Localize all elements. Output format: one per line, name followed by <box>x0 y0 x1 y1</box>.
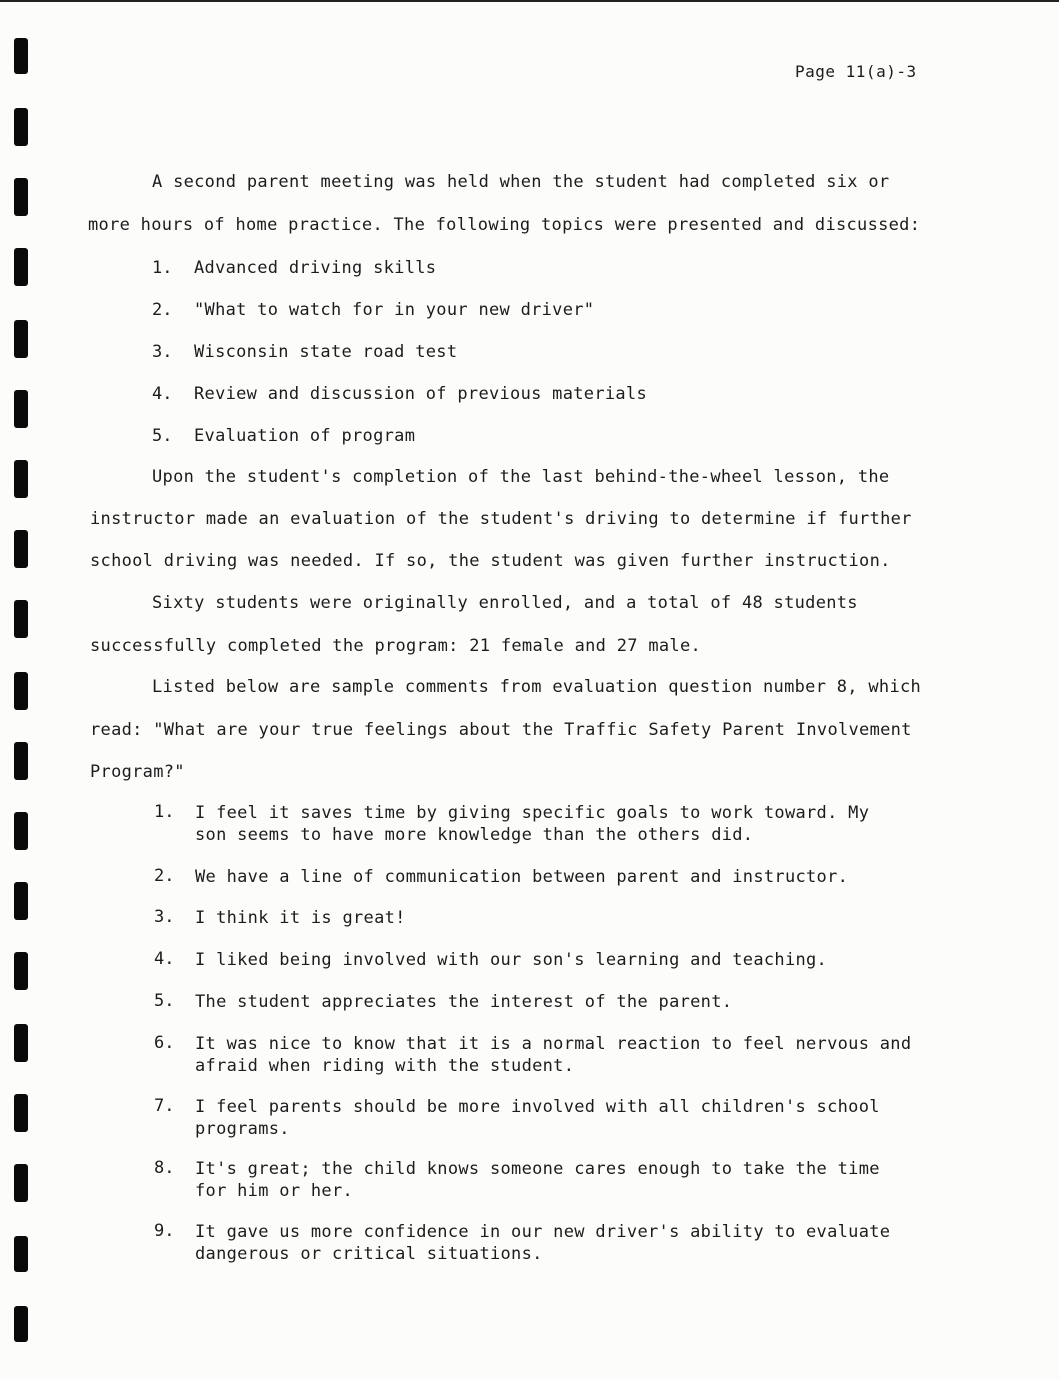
list-item: It's great; the child knows someone cares enough to take the time for him or her. <box>195 1159 880 1201</box>
punch-hole <box>14 390 28 428</box>
list-item-number: 7. <box>154 1096 175 1116</box>
punch-hole <box>14 882 28 920</box>
punch-hole <box>14 530 28 568</box>
list-item: I think it is great! <box>195 908 406 928</box>
punch-hole <box>14 460 28 498</box>
enrollment-line-2: successfully completed the program: 21 female and 27 male. <box>90 636 702 656</box>
list-item-number: 3. <box>152 342 173 362</box>
list-item: Review and discussion of previous materials <box>194 384 647 404</box>
list-item: I feel it saves time by giving specific goals to work toward. My son seems to have more knowledge than the others did. <box>195 803 870 845</box>
list-item-number: 5. <box>152 426 173 446</box>
punch-hole <box>14 248 28 286</box>
list-item: I liked being involved with our son's learning and teaching. <box>195 950 828 970</box>
punch-hole <box>14 1306 28 1342</box>
punch-hole <box>14 178 28 216</box>
punch-hole <box>14 108 28 146</box>
punch-hole <box>14 1094 28 1132</box>
list-item: The student appreciates the interest of the parent. <box>195 992 733 1012</box>
list-item-number: 1. <box>152 258 173 278</box>
punch-hole <box>14 1236 28 1272</box>
list-item-number: 4. <box>154 949 175 969</box>
completion-line-1: Upon the student's completion of the last behind-the-wheel lesson, the <box>152 467 890 487</box>
list-item: I feel parents should be more involved with all children's school programs. <box>195 1097 880 1139</box>
list-item-number: 9. <box>154 1221 175 1241</box>
completion-line-2: instructor made an evaluation of the student's driving to determine if further <box>90 509 912 529</box>
list-item-number: 6. <box>154 1033 175 1053</box>
list-item: It was nice to know that it is a normal reaction to feel nervous and afraid when riding with the student. <box>195 1034 912 1076</box>
list-item-number: 8. <box>154 1158 175 1178</box>
page-top-border <box>0 0 1059 2</box>
comments-intro-line-1: Listed below are sample comments from evaluation question number 8, which <box>152 677 922 697</box>
list-item: We have a line of communication between parent and instructor. <box>195 867 849 887</box>
punch-hole <box>14 1164 28 1202</box>
punch-hole <box>14 742 28 780</box>
punch-hole <box>14 1024 28 1062</box>
list-item-number: 3. <box>154 907 175 927</box>
punch-hole <box>14 320 28 358</box>
list-item: Wisconsin state road test <box>194 342 458 362</box>
list-item-number: 5. <box>154 991 175 1011</box>
list-item-number: 2. <box>152 300 173 320</box>
comments-intro-line-2: read: "What are your true feelings about the Traffic Safety Parent Involvement <box>90 720 912 740</box>
page-number: Page 11(a)-3 <box>795 62 917 81</box>
comments-intro-line-3: Program?" <box>90 762 185 782</box>
enrollment-line-1: Sixty students were originally enrolled, and a total of 48 students <box>152 593 858 613</box>
intro-line-1: A second parent meeting was held when the student had completed six or <box>152 172 890 192</box>
list-item: Advanced driving skills <box>194 258 437 278</box>
list-item: Evaluation of program <box>194 426 416 446</box>
punch-hole <box>14 812 28 850</box>
list-item: "What to watch for in your new driver" <box>194 300 595 320</box>
list-item-number: 2. <box>154 866 175 886</box>
list-item: It gave us more confidence in our new driver's ability to evaluate dangerous or critical situations. <box>195 1222 891 1264</box>
list-item-number: 1. <box>154 802 175 822</box>
punch-hole <box>14 600 28 638</box>
list-item-number: 4. <box>152 384 173 404</box>
completion-line-3: school driving was needed. If so, the student was given further instruction. <box>90 551 891 571</box>
punch-hole <box>14 672 28 710</box>
intro-line-2: more hours of home practice. The following topics were presented and discussed: <box>88 215 921 235</box>
punch-hole <box>14 38 28 74</box>
punch-hole <box>14 952 28 990</box>
